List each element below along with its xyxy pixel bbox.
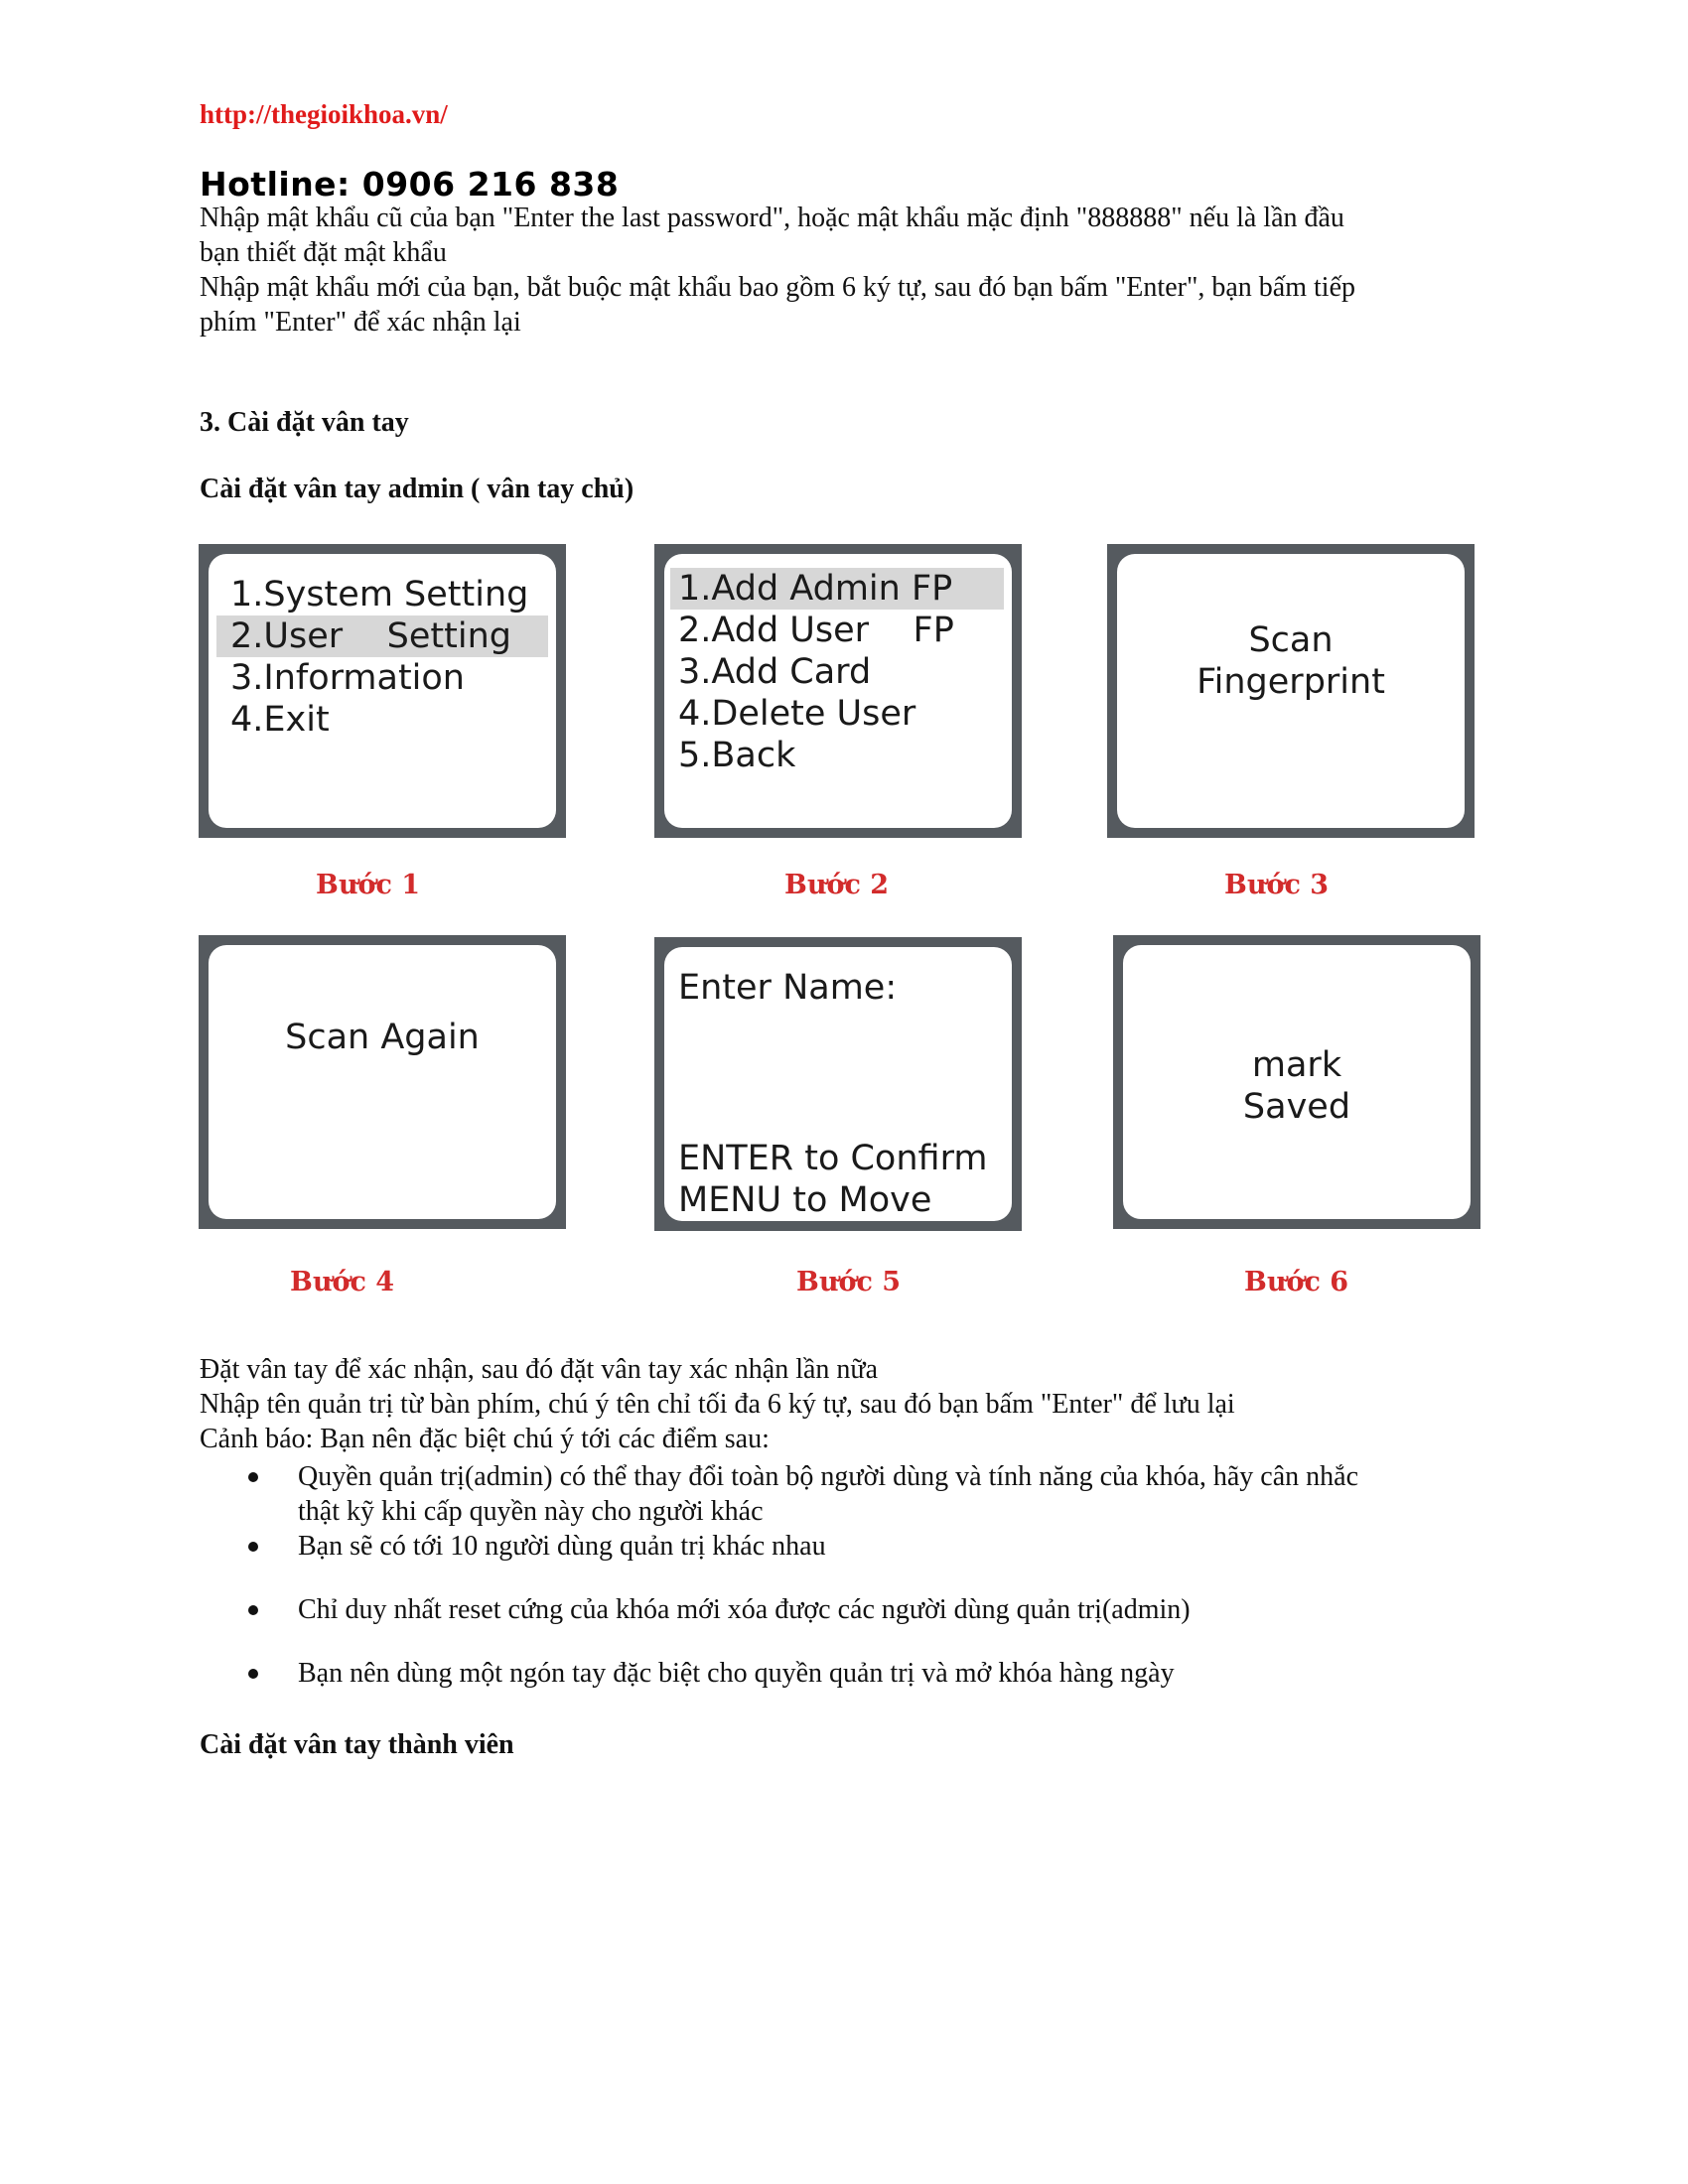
list-item: [200, 1459, 1490, 1529]
bullet-icon: [248, 1542, 258, 1552]
instruction-line: Nhập tên quản trị từ bàn phím, chú ý tên chỉ tối đa 6 ký tự, sau đó bạn bấm "Enter" để lưu lại: [200, 1389, 1235, 1420]
step-label-3: Bước 3: [1224, 870, 1330, 900]
screen-text: Fingerprint: [1196, 662, 1385, 702]
step-label-4: Bước 4: [290, 1267, 395, 1297]
bullet-icon: [248, 1472, 258, 1482]
screen-text: mark: [1251, 1045, 1342, 1085]
list-item: [200, 1529, 1490, 1564]
menu-line: 3.Add Card: [678, 652, 872, 692]
warning-line: Cảnh báo: Bạn nên đặc biệt chú ý tới các điểm sau:: [200, 1424, 770, 1454]
menu-line-selected: 2.User Setting: [230, 616, 511, 656]
menu-line: 1.System Setting: [230, 575, 529, 614]
list-item: [200, 1592, 1490, 1627]
instructions-paragraph: [200, 1352, 1490, 1456]
list-item-text: thật kỹ khi cấp quyền này cho người khác: [298, 1496, 764, 1527]
menu-line: 4.Exit: [230, 700, 330, 740]
menu-line: 5.Back: [678, 736, 796, 775]
lcd-screen-step-5: [654, 937, 1022, 1231]
lcd-screen-step-4: [199, 935, 566, 1229]
intro-line: Nhập mật khẩu mới của bạn, bắt buộc mật khẩu bao gồm 6 ký tự, sau đó bạn bấm "Enter", bạn bấm tiếp: [200, 272, 1355, 303]
menu-line: 3.Information: [230, 658, 465, 698]
menu-line: 2.Add User FP: [678, 611, 954, 650]
step-label-5: Bước 5: [796, 1267, 902, 1297]
bullet-icon: [248, 1605, 258, 1615]
section-title: 3. Cài đặt vân tay: [200, 407, 409, 438]
hotline: Hotline: 0906 216 838: [200, 165, 620, 204]
subsection-admin-title: Cài đặt vân tay admin ( vân tay chủ): [200, 474, 634, 504]
lcd-screen-step-2: [654, 544, 1022, 838]
screen-text: Enter Name:: [678, 968, 898, 1008]
intro-line: bạn thiết đặt mật khẩu: [200, 237, 447, 268]
step-label-6: Bước 6: [1244, 1267, 1349, 1297]
list-item: [200, 1656, 1490, 1691]
subsection-member-title: Cài đặt vân tay thành viên: [200, 1729, 514, 1760]
screen-text: MENU to Move: [678, 1180, 932, 1220]
list-item-text: Quyền quản trị(admin) có thể thay đổi toàn bộ người dùng và tính năng của khóa, hãy cân nhắc: [298, 1461, 1359, 1492]
intro-line: Nhập mật khẩu cũ của bạn "Enter the last password", hoặc mật khẩu mặc định "888888" nếu là lần đầu: [200, 203, 1344, 233]
step-label-1: Bước 1: [316, 870, 421, 900]
menu-line-selected: 1.Add Admin FP: [678, 569, 953, 609]
lcd-screen-step-6: [1113, 935, 1480, 1229]
warning-list: [200, 1459, 1490, 1691]
bullet-icon: [248, 1669, 258, 1679]
screen-text: Saved: [1242, 1087, 1351, 1127]
intro-line: phím "Enter" để xác nhận lại: [200, 307, 521, 338]
screen-text: Scan: [1248, 620, 1334, 660]
screen-text: ENTER to Confirm: [678, 1139, 988, 1178]
list-item-text: Bạn sẽ có tới 10 người dùng quản trị khác nhau: [298, 1531, 826, 1562]
list-item-text: Chỉ duy nhất reset cứng của khóa mới xóa được các người dùng quản trị(admin): [298, 1594, 1191, 1625]
intro-paragraph: [200, 201, 1490, 340]
lcd-screen-step-3: [1107, 544, 1475, 838]
list-item-text: Bạn nên dùng một ngón tay đặc biệt cho quyền quản trị và mở khóa hàng ngày: [298, 1658, 1175, 1689]
lcd-screen-step-1: [199, 544, 566, 838]
screen-text: Scan Again: [285, 1018, 480, 1057]
website-url[interactable]: http://thegioikhoa.vn/: [200, 99, 448, 129]
instruction-line: Đặt vân tay để xác nhận, sau đó đặt vân tay xác nhận lần nữa: [200, 1354, 879, 1385]
step-label-2: Bước 2: [784, 870, 890, 900]
menu-line: 4.Delete User: [678, 694, 916, 734]
